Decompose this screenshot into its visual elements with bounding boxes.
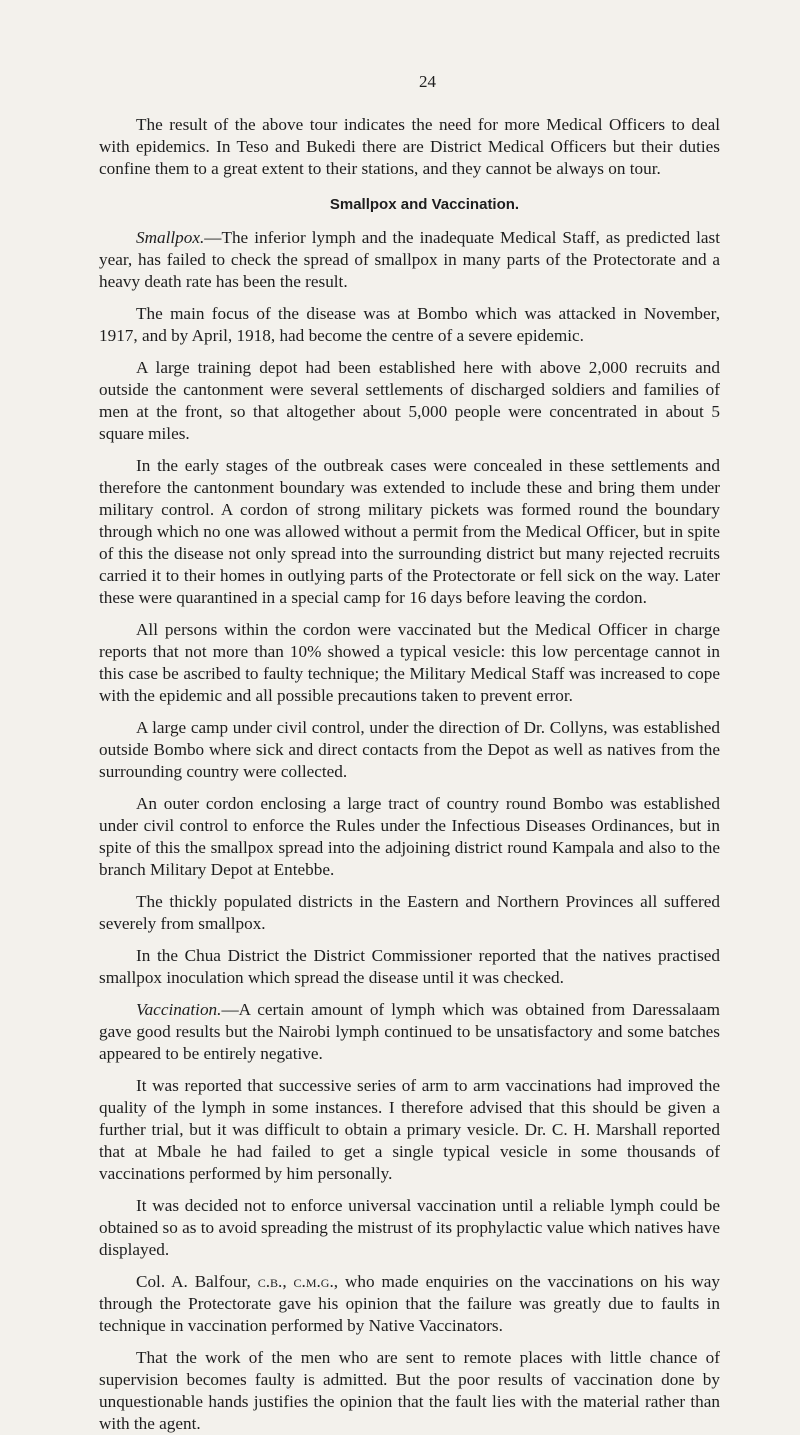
- balfour-start: Col. A. Balfour,: [136, 1272, 258, 1291]
- paragraph-training-depot: A large training depot had been established here with above 2,000 recruits and outside the cantonment were several settlements of discharged soldiers and families of men at the front, so that altogether about 5,000 people were concentrated in about 5 square miles.: [99, 358, 720, 443]
- paragraph-provinces: The thickly populated districts in the Eastern and Northern Provinces all suffered severely from smallpox.: [99, 892, 720, 933]
- paragraph-balfour: [99, 1271, 720, 1337]
- paragraph-bombo-focus: The main focus of the disease was at Bombo which was attacked in November, 1917, and by April, 1918, had become the centre of a severe epidemic.: [99, 304, 720, 345]
- smallpox-lead: Smallpox.: [136, 228, 205, 247]
- paragraph-civil-camp: A large camp under civil control, under the direction of Dr. Collyns, was established outside Bombo where sick and direct contacts from the Depot as well as natives from the surrounding country were collected.: [99, 718, 720, 781]
- paragraph-vaccination: [99, 999, 720, 1065]
- balfour-rest: , who made enquiries on the vaccinations on his way through the Protectorate gave his opinion that the failure was greatly due to faults in technique in vaccination performed by Native Vaccinators.: [99, 1272, 720, 1335]
- paragraph-vaccinated-cordon: All persons within the cordon were vaccinated but the Medical Officer in charge reports that not more than 10% showed a typical vesicle: this low percentage cannot in this case be ascribed to faulty technique; the Military Medical Staff was increased to cope with the epidemic and all possible precautions taken to prevent error.: [99, 620, 720, 705]
- paragraph-smallpox: [99, 227, 720, 293]
- page-number: 24: [419, 72, 436, 91]
- balfour-cb: c.b.: [257, 1272, 283, 1291]
- section-heading: Smallpox and Vaccination.: [329, 196, 520, 213]
- balfour-cmg: c.m.g.: [293, 1272, 334, 1291]
- paragraph-universal-vaccination: It was decided not to enforce universal vaccination until a reliable lymph could be obtained so as to avoid spreading the mistrust of its prophylactic value which natives have displayed.: [99, 1196, 720, 1259]
- vaccination-text: —A certain amount of lymph which was obtained from Daressalaam gave good results but the Nairobi lymph continued to be unsatisfactory and some batches appeared to be entirely negative.: [99, 1000, 720, 1063]
- paragraph-arm-to-arm: It was reported that successive series of arm to arm vaccinations had improved the quality of the lymph in some instances. I therefore advised that this should be given a further trial, but it was difficult to obtain a primary vesicle. Dr. C. H. Marshall reported that at Mbale he had failed to get a single typical vesicle in some thousands of vaccinations performed by him personally.: [99, 1076, 720, 1183]
- paragraph-medical-officers: The result of the above tour indicates the need for more Medical Officers to deal with epidemics. In Teso and Bukedi there are District Medical Officers but their duties confine them to a great extent to their stations, and they cannot be always on tour.: [99, 115, 720, 178]
- smallpox-text: —The inferior lymph and the inadequate Medical Staff, as predicted last year, has failed to check the spread of smallpox in many parts of the Protectorate and a heavy death rate has been the result.: [99, 228, 720, 291]
- paragraph-final: That the work of the men who are sent to remote places with little chance of supervision becomes faulty is admitted. But the poor results of vaccination done by unquestionable hands justifies the opinion that the fault lies with the material rather than with the agent.: [99, 1348, 720, 1433]
- paragraph-outbreak-cordon: In the early stages of the outbreak cases were concealed in these settlements and therefore the cantonment boundary was extended to include these and bring them under military control. A cordon of strong military pickets was formed round the boundary through which no one was allowed without a permit from the Medical Officer, but in spite of this the disease not only spread into the surrounding district but many rejected recruits carried it to their homes in outlying parts of the Protectorate or fell sick on the way. Later these were quarantined in a special camp for 16 days before leaving the cordon.: [99, 456, 720, 607]
- balfour-sep: ,: [282, 1272, 294, 1291]
- vaccination-lead: Vaccination.: [136, 1000, 222, 1019]
- paragraph-chua-district: In the Chua District the District Commissioner reported that the natives practised smallpox inoculation which spread the disease until it was checked.: [99, 946, 720, 987]
- paragraph-outer-cordon: An outer cordon enclosing a large tract of country round Bombo was established under civil control to enforce the Rules under the Infectious Diseases Ordinances, but in spite of this the smallpox spread into the adjoining district round Kampala and also to the branch Military Depot at Entebbe.: [99, 794, 720, 879]
